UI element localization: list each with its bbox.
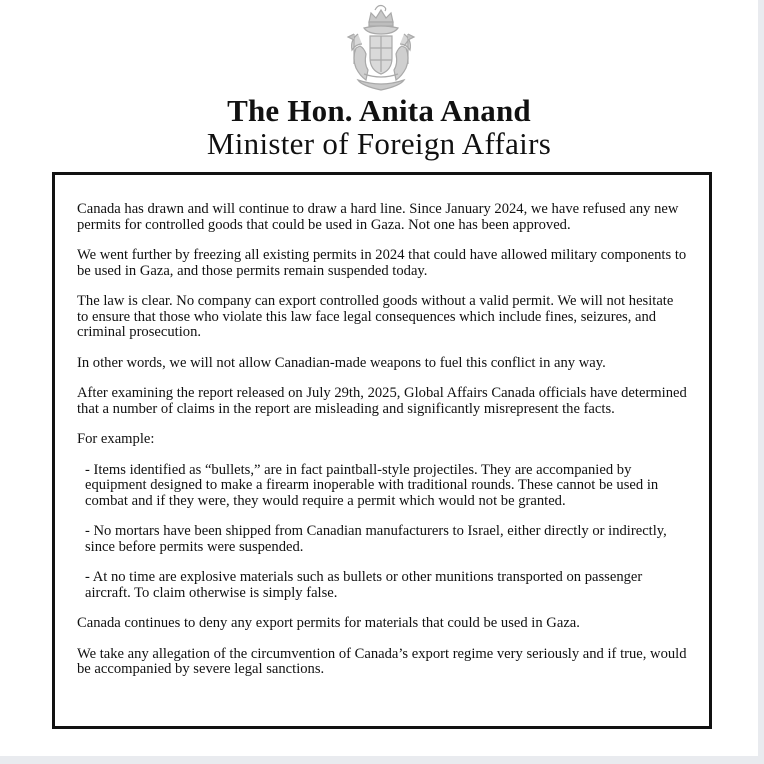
statement-paragraph: In other words, we will not allow Canadian-made weapons to fuel this conflict in any way.: [77, 354, 606, 371]
statement-paragraph: We went further by freezing all existing permits in 2024 that could have allowed military components to be used in Gaza, and those permits remain suspended today.: [77, 247, 687, 279]
minister-title: Minister of Foreign Affairs: [206, 126, 552, 161]
page-edge-right: [758, 0, 764, 764]
statement-box: [52, 172, 712, 729]
example-item: - No mortars have been shipped from Canadian manufacturers to Israel, either directly or indirectly, since before permits were suspended.: [85, 523, 667, 555]
statement-paragraph: For example:: [77, 431, 155, 447]
minister-name: The Hon. Anita Anand: [227, 93, 531, 128]
statement-paragraph: Canada has drawn and will continue to draw a hard line. Since January 2024, we have refused any new permits for controlled goods that could be used in Gaza. Not one has been approved.: [77, 201, 679, 233]
letterhead: [0, 94, 758, 160]
example-item: - At no time are explosive materials such as bullets or other munitions transported on passenger aircraft. To claim otherwise is simply false.: [85, 569, 643, 601]
statement-paragraph: We take any allegation of the circumvention of Canada’s export regime very seriously and if true, would be accompanied by severe legal sanctions.: [77, 645, 687, 677]
statement-paragraph: Canada continues to deny any export permits for materials that could be used in Gaza.: [77, 615, 580, 631]
example-item: - Items identified as “bullets,” are in fact paintball-style projectiles. They are accompanied by equipment designed to make a firearm inoperable with traditional rounds. These cannot be used in combat and if they were, they would require a permit which would not be granted.: [85, 461, 659, 509]
page-edge-bottom: [0, 756, 764, 764]
statement-paragraph: After examining the report released on July 29th, 2025, Global Affairs Canada officials have determined that a number of claims in the report are misleading and significantly misrepresent the facts.: [77, 385, 687, 417]
statement-paragraph: The law is clear. No company can export controlled goods without a valid permit. We will not hesitate to ensure that those who violate this law face legal consequences which include fines, seizures, and criminal prosecution.: [77, 293, 674, 340]
canada-coat-of-arms-icon: [342, 4, 420, 92]
